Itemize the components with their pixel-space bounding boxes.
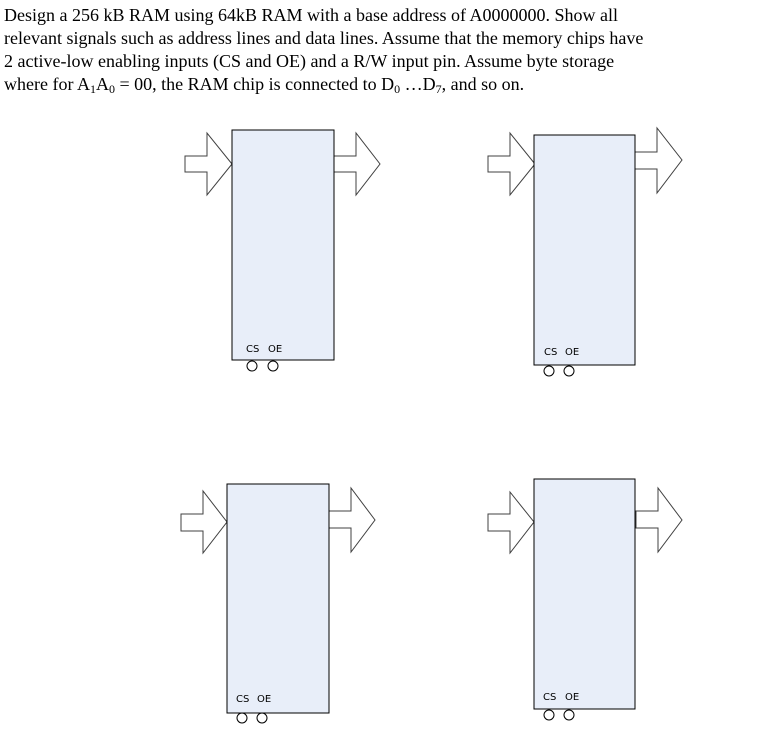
cs-active-low-bubble xyxy=(247,361,257,371)
address-input-arrow xyxy=(181,491,227,553)
line4-text-d: …D xyxy=(400,74,436,94)
cs-active-low-bubble xyxy=(544,366,554,376)
oe-active-low-bubble xyxy=(257,713,267,723)
oe-active-low-bubble xyxy=(564,366,574,376)
problem-line-3: 2 active-low enabling inputs (CS and OE) and a R/W input pin. Assume byte storage xyxy=(4,51,615,71)
ram-chip-body xyxy=(534,135,635,365)
cs-active-low-bubble xyxy=(237,713,247,723)
line4-text-b: A xyxy=(95,74,109,94)
oe-pin-label: OE xyxy=(565,347,580,358)
cs-pin-label: CS xyxy=(543,692,557,703)
data-output-arrow xyxy=(329,488,375,552)
line4-sub-d0: 0 xyxy=(394,82,401,96)
data-output-arrow xyxy=(635,128,682,193)
ram-chip-body xyxy=(227,484,329,713)
line4-text-a: where for A xyxy=(4,74,90,94)
cs-active-low-bubble xyxy=(544,710,554,720)
address-input-arrow xyxy=(488,492,534,553)
cs-pin-label: CS xyxy=(544,347,558,358)
line4-sub-d7: 7 xyxy=(435,82,442,96)
line4-sub-a1: 1 xyxy=(89,82,96,96)
oe-active-low-bubble xyxy=(268,361,278,371)
oe-pin-label: OE xyxy=(268,344,283,355)
oe-pin-label: OE xyxy=(565,692,580,703)
oe-active-low-bubble xyxy=(564,710,574,720)
chip-bottom-right xyxy=(488,479,682,720)
chip-bottom-left xyxy=(181,484,375,723)
line4-text-e: , and so on. xyxy=(441,74,525,94)
ram-chip-body xyxy=(534,479,635,709)
data-output-arrow xyxy=(636,488,682,552)
chip-top-right xyxy=(488,128,682,376)
oe-pin-label: OE xyxy=(257,694,272,705)
cs-pin-label: CS xyxy=(236,694,250,705)
data-output-arrow xyxy=(334,133,380,195)
address-input-arrow xyxy=(185,133,232,195)
cs-pin-label: CS xyxy=(246,344,260,355)
address-input-arrow xyxy=(488,133,535,195)
problem-line-1: Design a 256 kB RAM using 64kB RAM with a base address of A0000000. Show all xyxy=(4,5,618,25)
line4-text-c: = 00, the RAM chip is connected to D xyxy=(114,74,395,94)
ram-chip-body xyxy=(232,130,334,360)
line4-sub-a0: 0 xyxy=(108,82,115,96)
chip-top-left xyxy=(185,130,380,371)
problem-line-2: relevant signals such as address lines and data lines. Assume that the memory chips have xyxy=(4,28,644,48)
